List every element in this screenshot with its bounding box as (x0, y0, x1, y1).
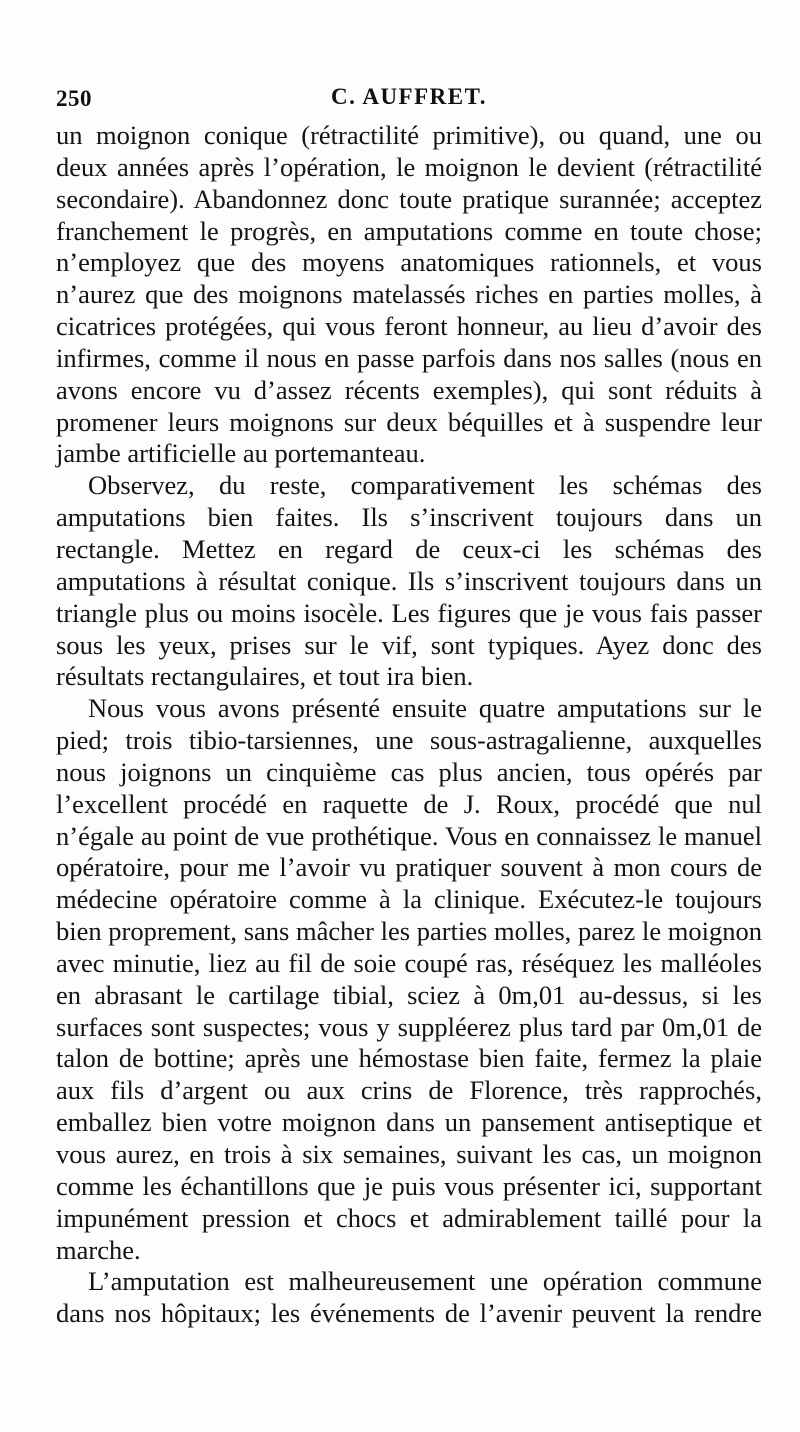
body-text (56, 120, 762, 1330)
paragraph: Nous vous avons présenté ensuite quatre amputations sur le pied; trois tibio-tarsiennes, une sous-astragalienne, auxquelles nous joignons un cinquième cas plus ancien, tous opérés par l’excellent procédé en raquette de J. Roux, procédé que nul n’égale au point de vue prothétique. Vous en connaissez le manuel opératoire, pour me l’avoir vu pratiquer souvent à mon cours de médecine opératoire comme à la clinique. Exécutez-le toujours bien proprement, sans mâcher les parties molles, parez le moignon avec minutie, liez au fil de soie coupé ras, réséquez les malléoles en abrasant le cartilage tibial, sciez à 0m,01 au-dessus, si les surfaces sont suspectes; vous y suppléerez plus tard par 0m,01 de talon de bottine; après une hémostase bien faite, fermez la plaie aux fils d’argent ou aux crins de Florence, très rapprochés, emballez bien votre moignon dans un pansement antiseptique et vous aurez, en trois à six semaines, suivant les cas, un moignon comme les échantillons que je puis vous présenter ici, supportant impunément pression et chocs et admirablement taillé pour la marche. (56, 693, 762, 1265)
page-number: 250 (56, 86, 92, 111)
paragraph: L’amputation est malheureusement une opération commune dans nos hôpitaux; les événements de l’avenir peuvent la rendre (56, 1266, 762, 1329)
page-header (56, 76, 762, 116)
running-title: C. AUFFRET. (331, 84, 487, 109)
paragraph: Observez, du reste, comparativement les schémas des amputations bien faites. Ils s’inscrivent toujours dans un rectangle. Mettez en regard de ceux-ci les schémas des amputations à résultat conique. Ils s’inscrivent toujours dans un triangle plus ou moins isocèle. Les figures que je vous fais passer sous les yeux, prises sur le vif, sont typiques. Ayez donc des résultats rectangulaires, et tout ira bien. (56, 470, 762, 692)
paragraph-continuation: un moignon conique (rétractilité primitive), ou quand, une ou deux années après l’opération, le moignon le devient (rétractilité secondaire). Abandonnez donc toute pratique surannée; acceptez franchement le progrès, en amputations comme en toute chose; n’employez que des moyens anatomiques rationnels, et vous n’aurez que des moignons matelassés riches en parties molles, à cicatrices protégées, qui vous feront honneur, au lieu d’avoir des infirmes, comme il nous en passe parfois dans nos salles (nous en avons encore vu d’assez récents exemples), qui sont réduits à promener leurs moignons sur deux béquilles et à suspendre leur jambe artificielle au portemanteau. (56, 120, 762, 469)
